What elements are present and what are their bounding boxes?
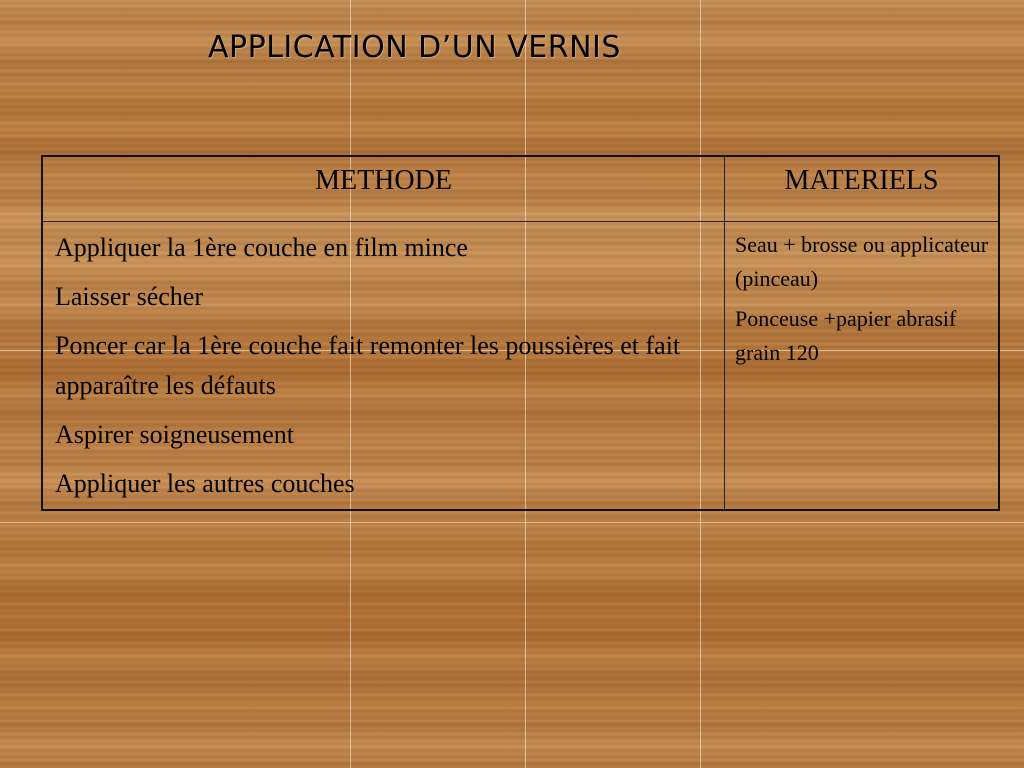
method-step: Appliquer la 1ère couche en film mince — [55, 233, 468, 262]
slide-title: APPLICATION D’UN VERNIS — [208, 30, 621, 65]
method-materials-table — [41, 155, 1000, 511]
method-step: Appliquer les autres couches — [55, 469, 355, 498]
method-step: Aspirer soigneusement — [55, 420, 295, 449]
method-step: Poncer car la 1ère couche fait remonter les poussières et fait apparaître les défauts — [55, 331, 681, 400]
materials-cell — [725, 222, 998, 509]
header-method: METHODE — [43, 157, 725, 222]
material-item: Ponceuse +papier abrasif grain 120 — [735, 306, 957, 365]
material-item: Seau + brosse ou applicateur (pinceau) — [735, 232, 989, 291]
header-materials: MATERIELS — [725, 157, 998, 222]
method-step: Laisser sécher — [55, 282, 203, 311]
method-cell — [43, 222, 725, 509]
background-grid-line — [0, 522, 1024, 523]
